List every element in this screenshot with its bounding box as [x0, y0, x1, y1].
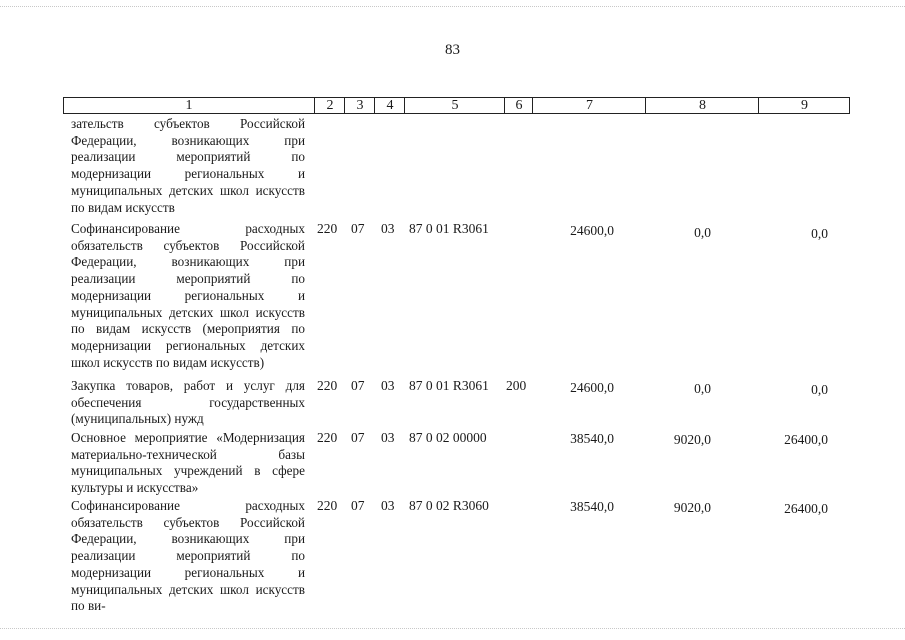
row-2-col-2: 220: [317, 378, 338, 393]
page-number: 83: [445, 42, 460, 58]
header-col-4: 4: [374, 98, 405, 113]
row-3-description: Основное мероприятие «Модернизация материально-технической базы муниципальных учреждений в сфере культуры и искусства»: [71, 430, 305, 496]
row-1-description: Софинансирование расходных обязательств субъектов Российской Федерации, возникающих при реализации мероприятий по модернизации региональных и муниципальных детских школ искусств по видам искусств (мероприятия по модернизации региональных детских школ искусств по видам искусств): [71, 221, 305, 370]
table-header-row: [63, 97, 850, 114]
row-4-col-5: 87 0 02 R3060: [409, 498, 489, 513]
row-1-col-7: 24600,0: [570, 223, 614, 238]
row-3-col-3: 07: [351, 430, 365, 445]
row-2-col-6: 200: [506, 378, 527, 393]
row-3-col-9: 26400,0: [784, 432, 828, 447]
row-4-col-2: 220: [317, 498, 338, 513]
header-col-3: 3: [344, 98, 375, 113]
scan-edge-bottom: [0, 628, 905, 631]
row-4-col-4: 03: [381, 498, 395, 513]
row-4-col-3: 07: [351, 498, 365, 513]
row-4-description: Софинансирование расходных обязательств субъектов Российской Федерации, возникающих при реализации мероприятий по модернизации региональных и муниципальных детских школ искусств по ви-: [71, 498, 305, 614]
header-col-1: 1: [185, 98, 193, 113]
row-3-col-5: 87 0 02 00000: [409, 430, 487, 445]
header-col-2: 2: [314, 98, 345, 113]
row-1-col-4: 03: [381, 221, 395, 236]
row-1-col-5: 87 0 01 R3061: [409, 221, 489, 236]
row-2-col-8: 0,0: [694, 381, 711, 396]
row-3-col-2: 220: [317, 430, 338, 445]
row-2-description: Закупка товаров, работ и услуг для обеспечения государственных (муниципальных) нужд: [71, 378, 305, 427]
row-3-col-7: 38540,0: [570, 431, 614, 446]
row-1-col-8: 0,0: [694, 225, 711, 240]
row-2-col-5: 87 0 01 R3061: [409, 378, 489, 393]
row-4-col-7: 38540,0: [570, 499, 614, 514]
row-1-col-9: 0,0: [811, 226, 828, 241]
row-3-col-4: 03: [381, 430, 395, 445]
row-2-col-4: 03: [381, 378, 395, 393]
scan-edge-top: [0, 6, 905, 9]
row-2-col-7: 24600,0: [570, 380, 614, 395]
row-2-col-3: 07: [351, 378, 365, 393]
row-1-col-2: 220: [317, 221, 338, 236]
row-3-col-8: 9020,0: [673, 432, 711, 447]
header-col-7: 7: [532, 98, 646, 113]
header-col-8: 8: [645, 98, 759, 113]
row-0-description: зательств субъектов Российской Федерации, возникающих при реализации мероприятий по модернизации региональных и муниципальных детских школ искусств по видам искусств: [71, 116, 305, 215]
header-col-9: 9: [758, 98, 850, 113]
header-col-5: 5: [404, 98, 505, 113]
header-col-6: 6: [504, 98, 533, 113]
row-4-col-9: 26400,0: [784, 501, 828, 516]
row-2-col-9: 0,0: [811, 382, 828, 397]
row-1-col-3: 07: [351, 221, 365, 236]
row-4-col-8: 9020,0: [673, 500, 711, 515]
